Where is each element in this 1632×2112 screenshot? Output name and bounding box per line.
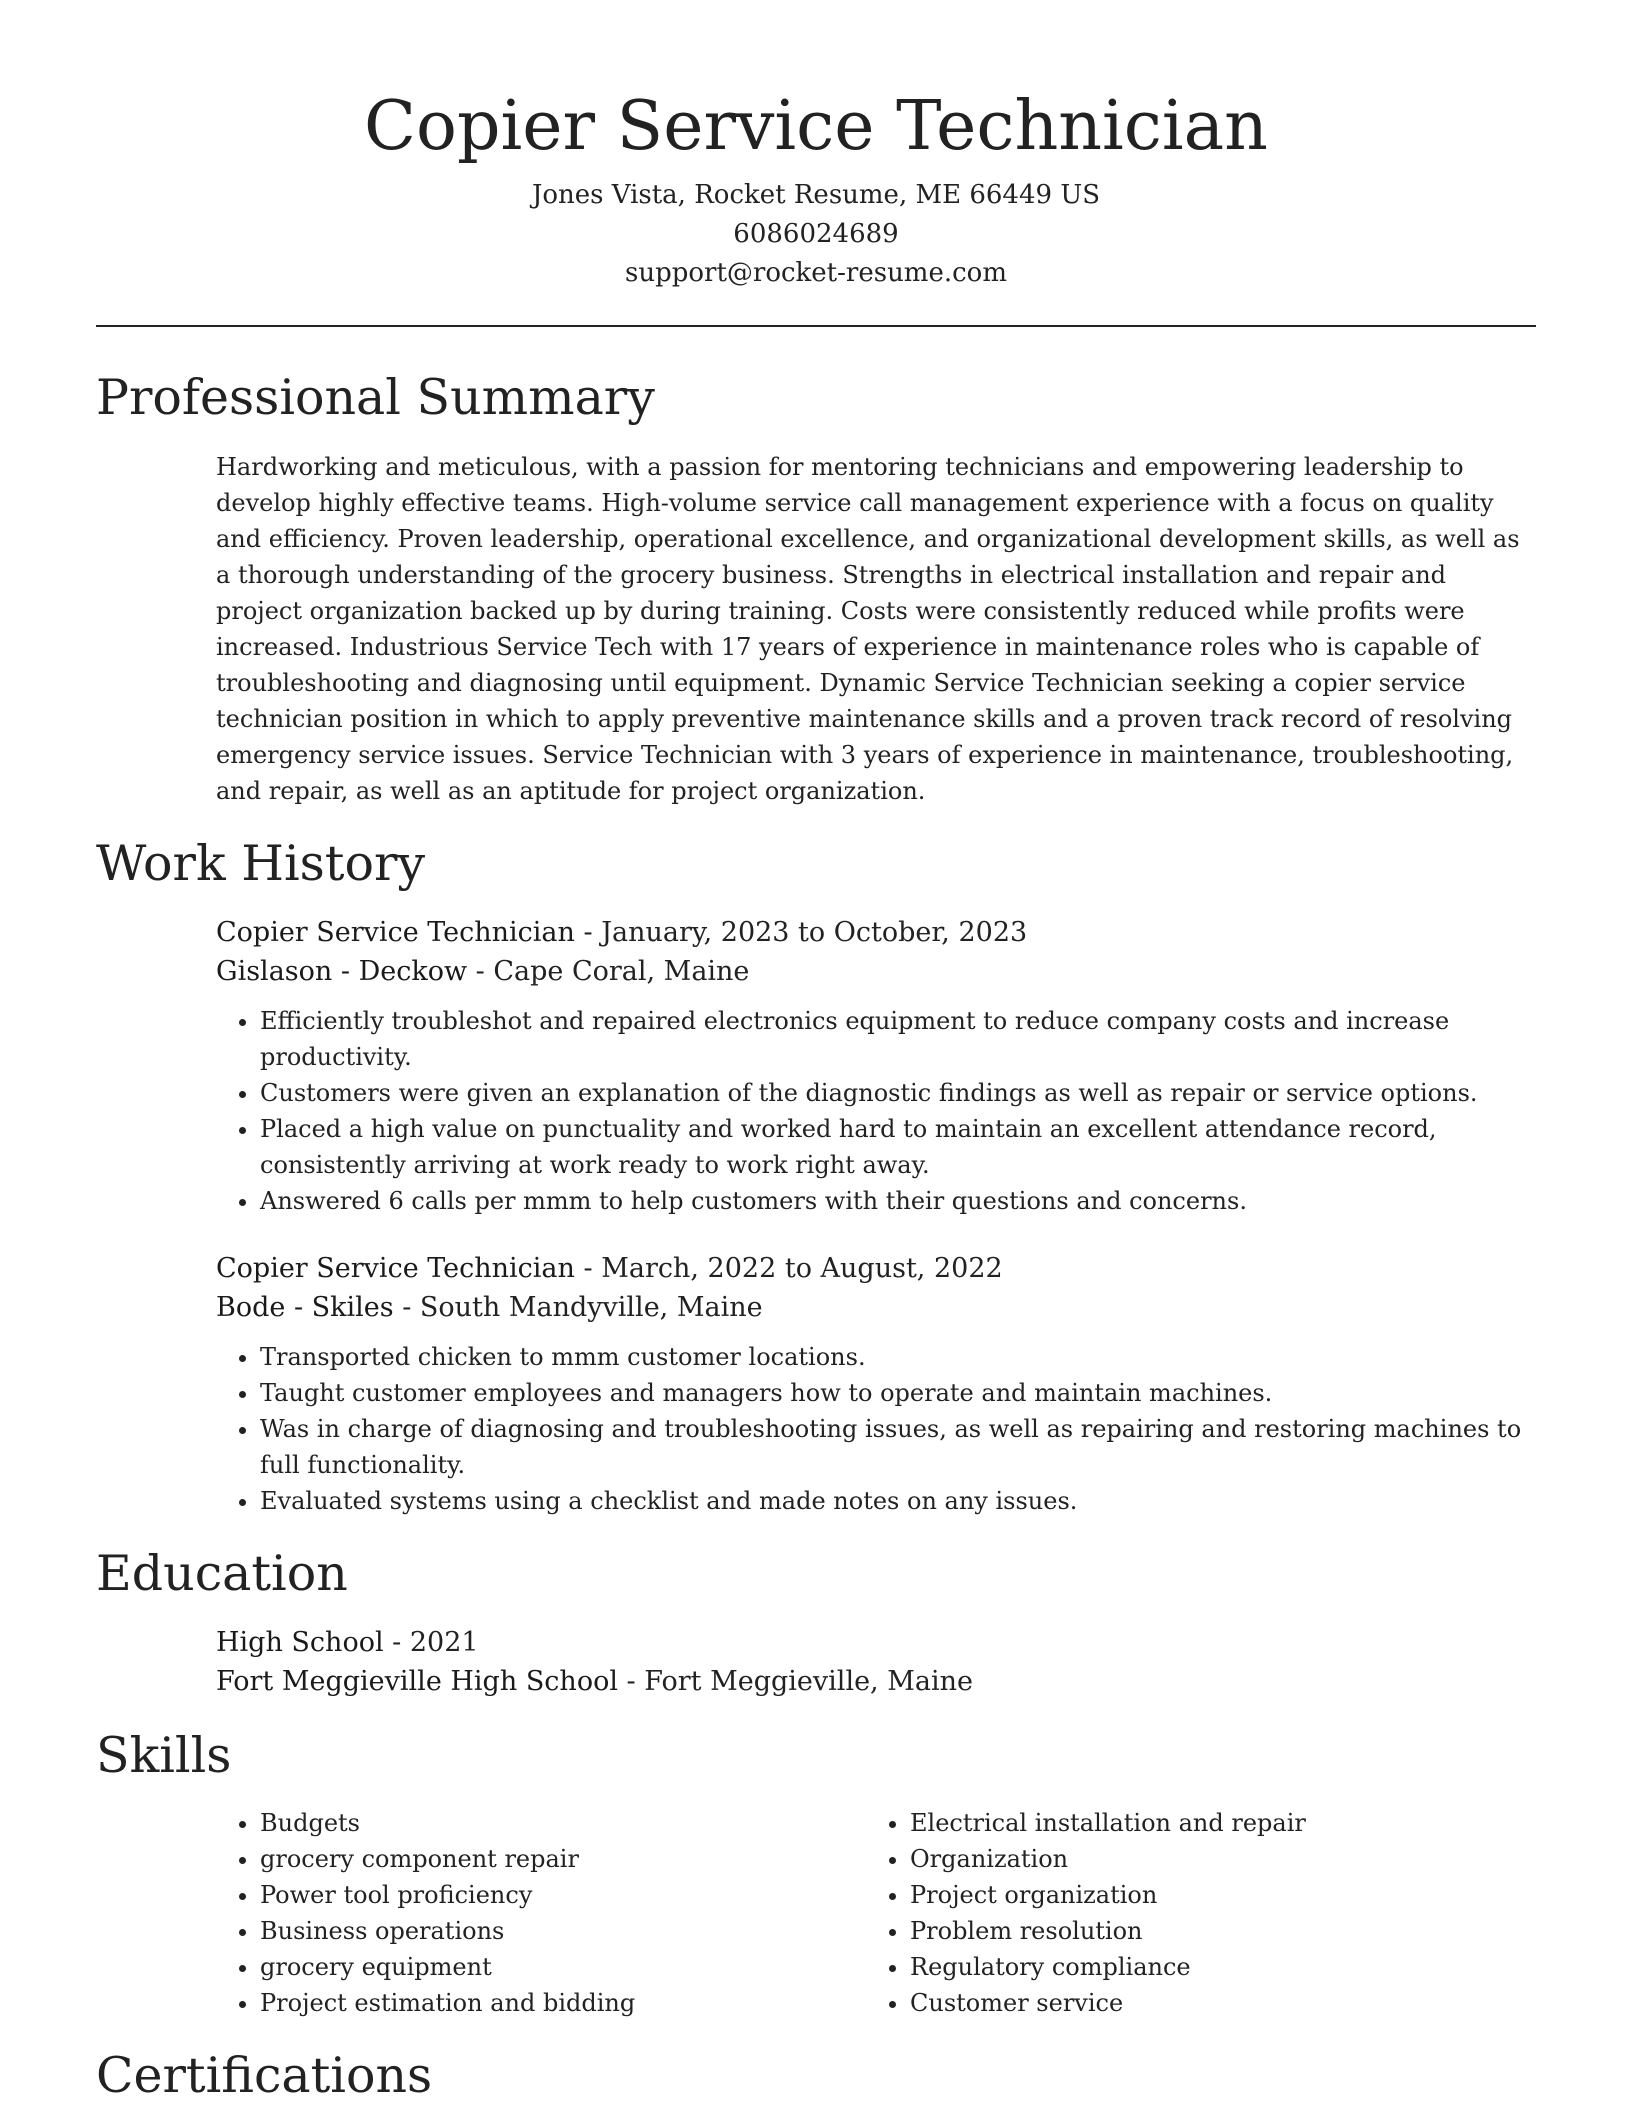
summary-text: Hardworking and meticulous, with a passion for mentoring technicians and empowering leadership to develop highly effective teams. High-volume service call management experience with a focus on quality and efficiency. Proven leadership, operational excellence, and organizational development skills, as well as a thorough understanding of the grocery business. Strengths in electrical installation and repair and project organization backed up by during training. Costs were consistently reduced while profits were increased. Industrious Service Tech with 17 years of experience in maintenance roles who is capable of troubleshooting and diagnosing until equipment. Dynamic Service Technician seeking a copier service technician position in which to apply preventive maintenance skills and a proven track record of resolving emergency service issues. Service Technician with 3 years of experience in maintenance, troubleshooting, and repair, as well as an aptitude for project organization. <box>216 453 1520 805</box>
skills-list-right <box>866 1805 1516 2021</box>
education-location: - Fort Meggieville, Maine <box>617 1666 973 1697</box>
list-item: • Power tool proficiency <box>260 1877 866 1913</box>
list-item: • Project estimation and bidding <box>260 1985 866 2021</box>
list-item: • Placed a high value on punctuality and worked hard to maintain an excellent attendance record, consistently arriving at work ready to work right away. <box>260 1111 1536 1183</box>
list-item: • Customers were given an explanation of the diagnostic findings as well as repair or service options. <box>260 1075 1536 1111</box>
job-company-line <box>216 1288 1536 1327</box>
resume-page <box>96 0 1536 2107</box>
list-item: • Project organization <box>910 1877 1516 1913</box>
section-certifications <box>96 2045 1536 2107</box>
section-title-skills: Skills <box>96 1727 232 1784</box>
job-location: - Cape Coral, Maine <box>467 956 750 987</box>
education-degree: High School <box>216 1627 384 1658</box>
job-entry <box>216 1249 1536 1519</box>
section-title-summary: Professional Summary <box>96 369 655 426</box>
job-dates: - January, 2023 to October, 2023 <box>574 917 1028 948</box>
list-item: • Business operations <box>260 1913 866 1949</box>
section-professional-summary <box>96 367 1536 809</box>
contact-address: Jones Vista, Rocket Resume, ME 66449 US <box>531 180 1101 210</box>
list-item: • Was in charge of diagnosing and troubleshooting issues, as well as repairing and restoring machines to full functionality. <box>260 1411 1536 1483</box>
skills-grid <box>216 1805 1536 2021</box>
section-title-education: Education <box>96 1545 348 1602</box>
section-skills <box>96 1725 1536 2021</box>
section-title-certifications: Certifications <box>96 2047 433 2104</box>
list-item: • grocery equipment <box>260 1949 866 1985</box>
job-company-line <box>216 952 1536 991</box>
resume-header <box>96 0 1536 293</box>
list-item: • Regulatory compliance <box>910 1949 1516 1985</box>
education-body <box>216 1623 1536 1701</box>
section-education <box>96 1543 1536 1701</box>
education-school-line <box>216 1662 1536 1701</box>
list-item: • Electrical installation and repair <box>910 1805 1516 1841</box>
job-dates: - March, 2022 to August, 2022 <box>574 1253 1003 1284</box>
list-item: • Taught customer employees and managers how to operate and maintain machines. <box>260 1375 1536 1411</box>
contact-email: support@rocket-resume.com <box>624 258 1007 288</box>
contact-block <box>96 176 1536 293</box>
list-item: • Budgets <box>260 1805 866 1841</box>
education-degree-line <box>216 1623 1536 1662</box>
work-history-body <box>216 913 1536 1519</box>
education-year: - 2021 <box>383 1627 479 1658</box>
job-role: Copier Service Technician <box>216 917 575 948</box>
contact-phone: 6086024689 <box>733 219 899 249</box>
list-item: • grocery component repair <box>260 1841 866 1877</box>
list-item: • Evaluated systems using a checklist and made notes on any issues. <box>260 1483 1536 1519</box>
job-title-line <box>216 1249 1536 1288</box>
header-divider <box>96 325 1536 327</box>
list-item: • Customer service <box>910 1985 1516 2021</box>
education-school: Fort Meggieville High School <box>216 1666 618 1697</box>
list-item: • Organization <box>910 1841 1516 1877</box>
job-title-line <box>216 913 1536 952</box>
skills-list-left <box>216 1805 866 2021</box>
list-item: • Transported chicken to mmm customer locations. <box>260 1339 1536 1375</box>
job-entry <box>216 913 1536 1219</box>
job-company: Gislason - Deckow <box>216 956 468 987</box>
job-bullets <box>216 1339 1536 1519</box>
job-role: Copier Service Technician <box>216 1253 575 1284</box>
list-item: • Efficiently troubleshot and repaired electronics equipment to reduce company costs and increase productivity. <box>260 1003 1536 1075</box>
section-title-work: Work History <box>96 835 426 892</box>
job-bullets <box>216 1003 1536 1219</box>
section-work-history <box>96 833 1536 1519</box>
candidate-title: Copier Service Technician <box>364 87 1268 166</box>
job-company: Bode - Skiles <box>216 1292 394 1323</box>
job-location: - South Mandyville, Maine <box>393 1292 763 1323</box>
list-item: • Answered 6 calls per mmm to help customers with their questions and concerns. <box>260 1183 1536 1219</box>
skills-column-right <box>866 1805 1516 2021</box>
skills-column-left <box>216 1805 866 2021</box>
list-item: • Problem resolution <box>910 1913 1516 1949</box>
